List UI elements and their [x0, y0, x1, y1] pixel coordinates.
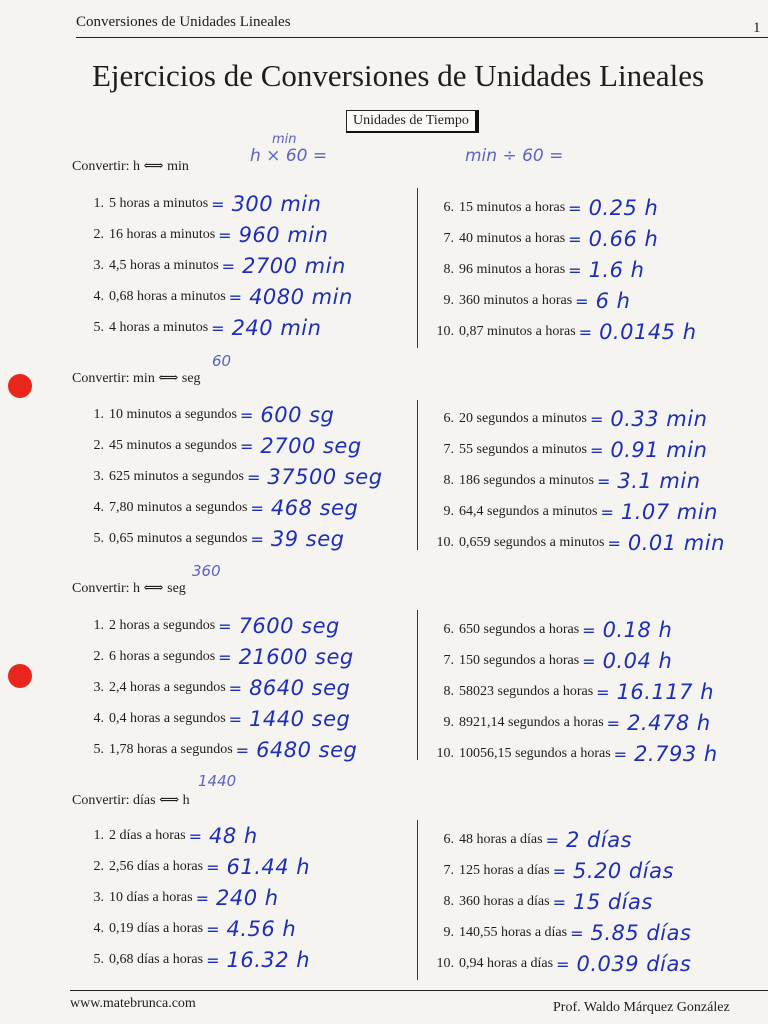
exercise-item — [82, 738, 357, 762]
exercise-number: 10. — [436, 956, 454, 971]
equals-sign: = — [206, 919, 220, 939]
exercise-number: 2. — [93, 859, 104, 874]
exercise-question: 2,4 horas a segundos — [109, 680, 226, 695]
exercise-item — [428, 407, 707, 431]
exercise-item — [82, 223, 328, 247]
equals-sign: = — [589, 409, 604, 429]
exercise-item — [82, 465, 383, 489]
equals-sign: = — [246, 467, 261, 487]
exercise-number: 6. — [443, 200, 454, 215]
header-title: Conversiones de Unidades Lineales — [76, 14, 291, 30]
handwritten-answer: 1440 seg — [249, 707, 351, 731]
exercise-question: 4,5 horas a minutos — [109, 258, 219, 273]
exercise-item — [82, 285, 353, 309]
column-divider — [417, 188, 418, 348]
exercise-item — [428, 196, 658, 220]
handwritten-answer: 48 h — [209, 824, 258, 848]
exercise-question: 10 días a horas — [109, 890, 193, 905]
exercise-item — [82, 824, 258, 848]
exercise-question: 4 horas a minutos — [109, 320, 209, 335]
exercise-question: 45 minutos a segundos — [109, 438, 237, 453]
exercise-question: 20 segundos a minutos — [459, 411, 587, 426]
equals-sign: = — [613, 744, 628, 764]
handwritten-answer: 0.91 min — [610, 438, 708, 462]
exercise-question: 15 minutos a horas — [459, 200, 566, 215]
handwritten-answer: 37500 seg — [267, 465, 383, 489]
handwritten-answer: 61.44 h — [226, 855, 311, 879]
exercise-item — [428, 258, 644, 282]
handwritten-answer: 4.56 h — [226, 917, 297, 941]
note-min: min — [272, 132, 297, 147]
main-title: Ejercicios de Conversiones de Unidades Lineales — [92, 58, 705, 93]
exercise-question: 0,68 horas a minutos — [109, 289, 226, 304]
section-tag: Unidades de Tiempo — [346, 110, 479, 133]
equals-sign: = — [589, 440, 604, 460]
exercise-item — [428, 742, 718, 766]
exercise-number: 8. — [443, 894, 454, 909]
exercise-item — [82, 886, 279, 910]
handwritten-answer: 39 seg — [270, 527, 345, 551]
equals-sign: = — [228, 287, 243, 307]
exercise-question: 5 horas a minutos — [109, 196, 209, 211]
handwritten-answer: 1.6 h — [588, 258, 645, 282]
handwritten-answer: 0.18 h — [602, 618, 673, 642]
exercise-number: 3. — [93, 258, 104, 273]
handwritten-answer: 0.66 h — [588, 227, 659, 251]
equals-sign: = — [596, 682, 610, 702]
exercise-item — [82, 614, 340, 638]
handwritten-answer: 0.039 días — [576, 952, 692, 976]
exercise-question: 650 segundos a horas — [459, 622, 580, 637]
handwritten-answer: 0.01 min — [627, 531, 725, 555]
equals-sign: = — [228, 709, 243, 729]
equals-sign: = — [218, 616, 232, 636]
equals-sign: = — [250, 529, 264, 549]
equals-sign: = — [235, 740, 250, 760]
exercise-item — [82, 707, 350, 731]
equals-sign: = — [221, 256, 236, 276]
handwritten-answer: 300 min — [231, 192, 322, 216]
exercise-item — [428, 711, 711, 735]
punch-hole-top — [8, 374, 32, 398]
exercise-question: 64,4 segundos a minutos — [459, 504, 598, 519]
exercise-number: 5. — [93, 531, 104, 546]
handwritten-answer: 21600 seg — [238, 645, 354, 669]
exercise-item — [428, 618, 672, 642]
exercise-item — [82, 434, 362, 458]
equals-sign: = — [239, 405, 254, 425]
handwritten-answer: 2700 min — [242, 254, 346, 278]
exercise-number: 7. — [443, 653, 454, 668]
exercise-number: 1. — [93, 407, 104, 422]
column-divider — [417, 610, 418, 760]
exercise-question: 0,4 horas a segundos — [109, 711, 226, 726]
exercise-number: 9. — [443, 715, 454, 730]
exercise-item — [428, 227, 658, 251]
exercise-number: 3. — [93, 469, 104, 484]
column-divider — [417, 820, 418, 980]
handwritten-answer: 4080 min — [249, 285, 353, 309]
exercise-item — [428, 649, 672, 673]
exercise-item — [82, 254, 346, 278]
equals-sign: = — [582, 620, 596, 640]
exercise-item — [82, 917, 296, 941]
handwritten-answer: 0.25 h — [588, 196, 659, 220]
exercise-item — [82, 403, 334, 427]
note-60: 60 — [212, 352, 232, 370]
exercise-number: 3. — [93, 890, 104, 905]
equals-sign: = — [606, 713, 621, 733]
exercise-question: 8921,14 segundos a horas — [459, 715, 604, 730]
section-title: Convertir: min ⟺ seg — [72, 371, 201, 386]
handwritten-answer: 2 días — [566, 828, 633, 852]
exercise-question: 150 segundos a horas — [459, 653, 580, 668]
equals-sign: = — [582, 651, 596, 671]
handwritten-answer: 7600 seg — [238, 614, 340, 638]
exercise-question: 0,87 minutos a horas — [459, 324, 576, 339]
exercise-item — [82, 676, 350, 700]
handwritten-answer: 2.793 h — [634, 742, 718, 766]
exercise-question: 6 horas a segundos — [109, 649, 216, 664]
exercise-number: 2. — [93, 649, 104, 664]
handwritten-answer: 1.07 min — [620, 500, 718, 524]
exercise-item — [428, 828, 632, 852]
exercise-item — [82, 855, 310, 879]
exercise-question: 0,68 días a horas — [109, 952, 204, 967]
handwritten-answer: 600 sg — [260, 403, 335, 427]
exercise-question: 48 horas a días — [459, 832, 543, 847]
exercise-number: 9. — [443, 293, 454, 308]
equals-sign: = — [570, 923, 584, 943]
exercise-question: 1,78 horas a segundos — [109, 742, 233, 757]
note-360: 360 — [192, 562, 221, 580]
handwritten-answer: 0.0145 h — [599, 320, 697, 344]
equals-sign: = — [195, 888, 209, 908]
exercise-item — [428, 890, 653, 914]
exercise-question: 2 días a horas — [109, 828, 186, 843]
exercise-number: 9. — [443, 504, 454, 519]
exercise-question: 186 segundos a minutos — [459, 473, 594, 488]
exercise-number: 2. — [93, 438, 104, 453]
equals-sign: = — [568, 229, 582, 249]
footer-author: Prof. Waldo Márquez González — [553, 1000, 730, 1015]
handwritten-answer: 5.85 días — [590, 921, 692, 945]
handwritten-answer: 5.20 días — [573, 859, 674, 883]
exercise-question: 360 horas a días — [459, 894, 550, 909]
exercise-question: 360 minutos a horas — [459, 293, 573, 308]
handwritten-answer: 960 min — [238, 223, 329, 247]
exercise-number: 4. — [93, 500, 104, 515]
exercise-question: 58023 segundos a horas — [459, 684, 594, 699]
handwritten-answer: 3.1 min — [617, 469, 701, 493]
handwritten-answer: 6480 seg — [256, 738, 358, 762]
equals-sign: = — [607, 533, 621, 553]
exercise-number: 1. — [93, 618, 104, 633]
page-number: 1 — [753, 20, 761, 36]
exercise-item — [82, 496, 358, 520]
exercise-number: 7. — [443, 442, 454, 457]
exercise-number: 4. — [93, 289, 104, 304]
equals-sign: = — [228, 678, 243, 698]
exercise-item — [428, 320, 697, 344]
equals-sign: = — [211, 318, 225, 338]
punch-hole-bottom — [8, 664, 32, 688]
equals-sign: = — [578, 322, 593, 342]
header-rule — [76, 37, 768, 38]
footer-rule — [70, 990, 768, 991]
handwritten-answer: 6 h — [595, 289, 631, 313]
section-title: Convertir: h ⟺ min — [72, 159, 189, 174]
equals-sign: = — [545, 830, 559, 850]
note-1440: 1440 — [198, 772, 237, 790]
exercise-number: 1. — [93, 196, 104, 211]
exercise-question: 0,659 segundos a minutos — [459, 535, 605, 550]
exercise-item — [428, 921, 691, 945]
exercise-number: 4. — [93, 711, 104, 726]
exercise-question: 96 minutos a horas — [459, 262, 566, 277]
exercise-item — [82, 192, 321, 216]
handwritten-answer: 240 min — [231, 316, 322, 340]
equals-sign: = — [239, 436, 254, 456]
column-divider — [417, 400, 418, 550]
handwritten-answer: 2700 seg — [260, 434, 362, 458]
equals-sign: = — [206, 950, 220, 970]
equals-sign: = — [575, 291, 589, 311]
exercise-number: 7. — [443, 231, 454, 246]
handwritten-answer: 2.478 h — [627, 711, 711, 735]
exercise-number: 6. — [443, 832, 454, 847]
note-h-times-60: h × 60 = — [250, 146, 328, 166]
exercise-number: 10. — [436, 324, 454, 339]
exercise-item — [82, 316, 321, 340]
section-title: Convertir: h ⟺ seg — [72, 581, 186, 596]
exercise-item — [428, 469, 701, 493]
exercise-item — [428, 531, 725, 555]
exercise-number: 9. — [443, 925, 454, 940]
equals-sign: = — [556, 954, 570, 974]
note-min-div-60: min ÷ 60 = — [465, 146, 564, 166]
handwritten-answer: 468 seg — [270, 496, 359, 520]
exercise-question: 10056,15 segundos a horas — [459, 746, 611, 761]
exercise-number: 3. — [93, 680, 104, 695]
exercise-number: 5. — [93, 320, 104, 335]
exercise-item — [428, 952, 691, 976]
handwritten-answer: 15 días — [573, 890, 653, 914]
equals-sign: = — [552, 892, 566, 912]
equals-sign: = — [218, 225, 232, 245]
exercise-question: 2 horas a segundos — [109, 618, 216, 633]
handwritten-answer: 8640 seg — [249, 676, 351, 700]
handwritten-answer: 16.117 h — [616, 680, 715, 704]
exercise-item — [428, 438, 707, 462]
exercise-question: 7,80 minutos a segundos — [109, 500, 248, 515]
exercise-question: 625 minutos a segundos — [109, 469, 244, 484]
section-title: Convertir: días ⟺ h — [72, 793, 190, 808]
equals-sign: = — [188, 826, 202, 846]
exercise-number: 2. — [93, 227, 104, 242]
exercise-item — [82, 645, 354, 669]
exercise-item — [82, 948, 310, 972]
equals-sign: = — [552, 861, 566, 881]
equals-sign: = — [568, 198, 582, 218]
exercise-number: 4. — [93, 921, 104, 936]
exercise-number: 1. — [93, 828, 104, 843]
handwritten-answer: 240 h — [216, 886, 279, 910]
exercise-question: 55 segundos a minutos — [459, 442, 587, 457]
exercise-question: 0,65 minutos a segundos — [109, 531, 248, 546]
exercise-number: 5. — [93, 952, 104, 967]
exercise-number: 5. — [93, 742, 104, 757]
exercise-number: 10. — [436, 535, 454, 550]
exercise-number: 6. — [443, 411, 454, 426]
exercise-question: 140,55 horas a días — [459, 925, 568, 940]
exercise-item — [428, 680, 714, 704]
equals-sign: = — [218, 647, 232, 667]
exercise-question: 0,94 horas a días — [459, 956, 554, 971]
exercise-item — [82, 527, 344, 551]
exercise-question: 10 minutos a segundos — [109, 407, 237, 422]
handwritten-answer: 16.32 h — [226, 948, 311, 972]
exercise-number: 6. — [443, 622, 454, 637]
exercise-number: 8. — [443, 684, 454, 699]
equals-sign: = — [600, 502, 614, 522]
exercise-number: 8. — [443, 262, 454, 277]
equals-sign: = — [568, 260, 582, 280]
exercise-question: 125 horas a días — [459, 863, 550, 878]
handwritten-answer: 0.04 h — [602, 649, 673, 673]
exercise-question: 40 minutos a horas — [459, 231, 566, 246]
exercise-question: 0,19 días a horas — [109, 921, 204, 936]
equals-sign: = — [206, 857, 220, 877]
exercise-number: 7. — [443, 863, 454, 878]
exercise-number: 8. — [443, 473, 454, 488]
exercise-question: 2,56 días a horas — [109, 859, 204, 874]
footer-website: www.matebrunca.com — [70, 996, 196, 1011]
exercise-question: 16 horas a minutos — [109, 227, 216, 242]
equals-sign: = — [250, 498, 264, 518]
exercise-item — [428, 500, 718, 524]
equals-sign: = — [211, 194, 225, 214]
exercise-item — [428, 859, 674, 883]
exercise-number: 10. — [436, 746, 454, 761]
handwritten-answer: 0.33 min — [610, 407, 708, 431]
equals-sign: = — [596, 471, 611, 491]
exercise-item — [428, 289, 630, 313]
